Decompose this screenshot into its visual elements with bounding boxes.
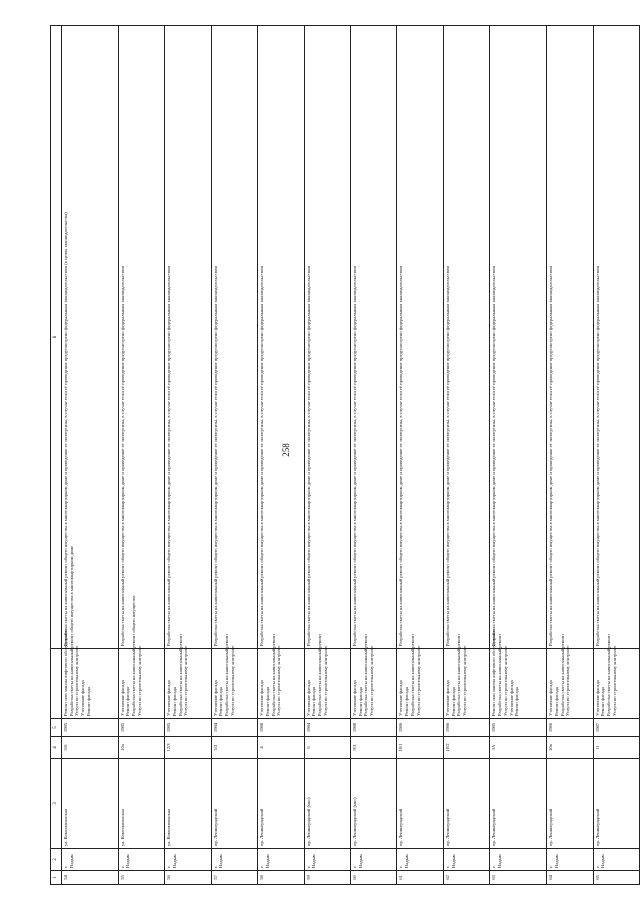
description-text: Разработка сметы на капитальный ремонт общего имущества в многоквартирном доме и проведение ее экспертизы, в случае если её проведение предусмотрено федеральным законодательством: [491, 265, 497, 646]
table-body: [62, 26, 640, 885]
row-number: 59: [304, 871, 350, 885]
row-number: 61: [397, 871, 443, 885]
table-row: [443, 26, 489, 885]
street-cell: ул. Комсомольская: [62, 759, 119, 849]
table-row: [165, 26, 211, 885]
city-cell: г. Надым: [304, 849, 350, 871]
work-item: Услуги по строительному контролю: [611, 645, 617, 716]
description-cell: [165, 26, 211, 649]
work-item: Утепление фасада: [80, 680, 86, 716]
description-cell: [547, 26, 593, 649]
description-text: Разработка сметы на капитальный ремонт общего имущества в многоквартирном доме и проведение ее экспертизы, в случае если её проведение предусмотрено федеральным законодательством: [548, 265, 554, 646]
work-item: Ремонт фасада: [357, 687, 363, 716]
city-cell: г. Надым: [258, 849, 304, 871]
work-item: Услуги по строительному контролю: [276, 645, 282, 716]
description-text: Разработка сметы на капитальный ремонт общего имущества в многоквартирном доме и проведение ее экспертизы, в случае если её проведение предусмотрено федеральным законодательством: [259, 265, 265, 646]
year-cell: 1985: [490, 719, 547, 737]
work-item: Утепление фасада: [508, 680, 514, 716]
works-list-cell: [397, 633, 443, 719]
works-list-cell: [304, 633, 350, 719]
works-list-cell: [490, 629, 547, 719]
row-number: 63: [490, 871, 547, 885]
work-item: Услуги по строительному контролю: [183, 645, 189, 716]
work-item: Утепление фасада: [548, 680, 554, 716]
city-cell: г. Надым: [165, 849, 211, 871]
year-cell: 1985: [62, 719, 119, 737]
street-cell: пр. Ленинградский: [258, 759, 304, 849]
work-item: Утепление фасада: [398, 680, 404, 716]
work-item: Ремонт фасада: [171, 687, 177, 716]
street-cell: пр. Ленинградский: [593, 759, 639, 849]
year-cell: 1986: [443, 719, 489, 737]
row-number: 54: [62, 871, 119, 885]
work-item: Услуги по строительному контролю: [229, 645, 235, 716]
street-cell: пр. Ленинградский: [211, 759, 257, 849]
work-item: Разработка сметы на капитальный ремонт: [497, 633, 503, 716]
work-item: Разработка сметы на капитальный ремонт: [363, 633, 369, 716]
year-cell: 1986: [397, 719, 443, 737]
description-text: Разработка сметы на капитальный ремонт общего имущества в многоквартирном доме и проведение ее экспертизы, в случае если её проведение предусмотрено федеральным законодательством: [444, 265, 450, 646]
works-list-cell: [547, 633, 593, 719]
description-cell: [350, 26, 396, 649]
year-cell: 1984: [211, 719, 257, 737]
row-number: 56: [165, 871, 211, 885]
street-cell: пр. Ленинградский: [397, 759, 443, 849]
house-number-cell: 6: [304, 737, 350, 759]
city-cell: г. Надым: [118, 849, 164, 871]
table-row: [490, 26, 547, 885]
description-text: Разработка сметы на капитальный ремонт общего имущества в многоквартирном доме и проведение ее экспертизы, в случае если её проведение предусмотрено федеральным законодательством: [212, 265, 218, 646]
work-item: Утепление фасада: [212, 680, 218, 716]
work-item: Ремонт фасада: [553, 687, 559, 716]
row-number: 65: [593, 871, 639, 885]
work-item: Утепление фасада: [305, 680, 311, 716]
work-item: Ремонт фасада: [264, 687, 270, 716]
work-item: Разработка сметы на капитальный ремонт: [270, 633, 276, 716]
description-cell: [397, 26, 443, 649]
work-item: Ремонт фасада: [514, 687, 520, 716]
work-item: Ремонт фасада: [311, 687, 317, 716]
header-cell: 2: [51, 849, 62, 871]
work-item: Разработка сметы на капитальный ремонт: [224, 633, 230, 716]
work-item: Утепление фасада: [119, 680, 125, 716]
description-cell: [118, 26, 164, 649]
work-item: Разработка сметы на капитальный ремонт: [317, 633, 322, 716]
work-item: Ремонт фасада: [125, 687, 131, 716]
table-row: [258, 26, 304, 885]
description-text: Разработка сметы на капитальный ремонт общего имущества в многоквартирном доме и проведение ее экспертизы, в случае если её проведение предусмотрено федеральным законодательством: [119, 265, 125, 646]
description-text: Разработка сметы на капитальный ремонт общего имущества в многоквартирном доме и проведение ее экспертизы, в случае если её проведение предусмотрено федеральным законодательством: [351, 265, 357, 646]
house-number-cell: 10/2: [443, 737, 489, 759]
street-cell: пр. Ленинградский: [443, 759, 489, 849]
city-cell: г. Надым: [211, 849, 257, 871]
table-row: [547, 26, 593, 885]
city-cell: г. Надым: [397, 849, 443, 871]
year-cell: 1985: [118, 719, 164, 737]
work-item: Разработка сметы на капитальный ремонт общего имущества в многоквартирном доме: [68, 545, 74, 716]
row-number: 60: [350, 871, 396, 885]
row-number: 57: [211, 871, 257, 885]
row-number: 58: [258, 871, 304, 885]
year-cell: 1988: [258, 719, 304, 737]
street-cell: ул. Комсомольская: [165, 759, 211, 849]
works-list-cell: [593, 633, 639, 719]
work-item: Услуги по строительному контролю: [369, 645, 375, 716]
house-number-cell: 10в: [547, 737, 593, 759]
work-item: Утепление фасада: [259, 680, 265, 716]
description-cell: [211, 26, 257, 649]
header-cell: 5: [51, 719, 62, 737]
house-number-cell: 3А: [490, 737, 547, 759]
house-number-cell: 10а: [118, 737, 164, 759]
work-item: Ремонт фасада: [450, 687, 456, 716]
work-item: Утепление фасада: [166, 680, 172, 716]
work-item: Утепление фасада: [444, 680, 450, 716]
table-row: [118, 26, 164, 885]
year-cell: 1986: [547, 719, 593, 737]
work-item: Разработка сметы на капитальный ремонт: [559, 633, 565, 716]
house-number-cell: 12/3: [165, 737, 211, 759]
table-row: [350, 26, 396, 885]
works-table: [50, 25, 640, 885]
work-item: Услуги по строительному контролю: [322, 645, 328, 716]
work-item: Ремонт фасада: [218, 687, 224, 716]
works-list-cell: [443, 633, 489, 719]
work-item: Ремонт фасада: [404, 687, 410, 716]
work-item: Услуги по строительному контролю: [415, 645, 421, 716]
header-cell: 6: [51, 26, 62, 649]
works-list-cell: [350, 633, 396, 719]
city-cell: г. Надым: [593, 849, 639, 871]
works-list-cell: [165, 633, 211, 719]
description-cell: [443, 26, 489, 649]
street-cell: пр. Ленинградский (мкт): [304, 759, 350, 849]
table-row: [593, 26, 639, 885]
work-item: Услуги по строительному контролю: [565, 645, 571, 716]
table-row: [397, 26, 443, 885]
street-cell: пр. Ленинградский (мкт): [350, 759, 396, 849]
table-row: [211, 26, 257, 885]
work-item: Услуги по строительному контролю: [136, 645, 142, 716]
description-text: Разработка сметы на капитальный ремонт общего имущества в многоквартирном доме и проведение ее экспертизы, в случае если её проведение предусмотрено федеральным законодательством: [594, 265, 600, 646]
works-list-cell: [258, 633, 304, 719]
table-header-row: [51, 26, 62, 885]
description-cell: [490, 26, 547, 649]
work-item: Услуги по строительному контролю: [462, 645, 468, 716]
works-list-cell: [211, 633, 257, 719]
year-cell: 1987: [593, 719, 639, 737]
city-cell: г. Надым: [490, 849, 547, 871]
header-cell: 4: [51, 737, 62, 759]
description-text: Разработка сметы на капитальный ремонт общего имущества в многоквартирном доме и проведение ее экспертизы, в случае если её проведение предусмотрено федеральным законодательством: [305, 265, 311, 646]
year-cell: 1985: [165, 719, 211, 737]
city-cell: г. Надым: [547, 849, 593, 871]
work-item: Ремонт или замена лифтового оборудования: [63, 629, 68, 716]
city-cell: г. Надым: [62, 849, 119, 871]
work-item: Разработка сметы на капитальный ремонт: [177, 633, 183, 716]
work-item: Разработка сметы на капитальный ремонт: [456, 633, 462, 716]
street-cell: пр. Ленинградский: [547, 759, 593, 849]
work-item: Утепление фасада: [594, 680, 600, 716]
house-number-cell: 5/6: [62, 737, 119, 759]
description-cell: [258, 26, 304, 649]
work-item: Утепление фасада: [351, 680, 357, 716]
house-number-cell: 9/3: [350, 737, 396, 759]
work-item: Разработка сметы на капитальный ремонт: [605, 633, 611, 716]
work-item: Ремонт или замена лифтового оборудования: [491, 629, 497, 716]
city-cell: г. Надым: [443, 849, 489, 871]
page-number-text: 258: [280, 443, 291, 457]
work-item: Ремонт фасада: [85, 687, 91, 716]
row-number: 64: [547, 871, 593, 885]
street-cell: ул. Комсомольская: [118, 759, 164, 849]
rotated-table-container: [50, 25, 640, 885]
work-item: Услуги по строительному контролю: [502, 645, 508, 716]
table-row: [62, 26, 119, 885]
table-row: [304, 26, 350, 885]
description-text: Разработка сметы на капитальный ремонт общего имущества в многоквартирном доме и проведение ее экспертизы, в случае если её проведение предусмотрено федеральным законодательством: [398, 265, 404, 646]
row-number: 55: [118, 871, 164, 885]
street-cell: пр. Ленинградский: [490, 759, 547, 849]
works-list-cell: [62, 545, 119, 719]
header-cell: 3: [51, 759, 62, 849]
house-number-cell: 10/1: [397, 737, 443, 759]
description-text: Разработка сметы на капитальный ремонт общего имущества в многоквартирном доме и проведение ее экспертизы, в случае если её проведение предусмотрено федеральным законодательством: [166, 265, 172, 646]
row-number: 62: [443, 871, 489, 885]
house-number-cell: 5/2: [211, 737, 257, 759]
work-item: Услуги по строительному контролю: [74, 645, 80, 716]
work-item: Разработка сметы на капитальный ремонт: [409, 633, 415, 716]
house-number-cell: 4: [258, 737, 304, 759]
city-cell: г. Надым: [350, 849, 396, 871]
works-list-cell: [118, 595, 164, 719]
year-cell: 1988: [350, 719, 396, 737]
description-text: Разработка сметы на капитальный ремонт общего имущества в многоквартирном доме и проведение ее экспертизы, в случае если её проведение предусмотрено федеральным законодательством (в целях законодательства): [63, 212, 68, 646]
header-cell: [51, 649, 62, 719]
house-number-cell: 11: [593, 737, 639, 759]
work-item: Ремонт фасада: [600, 687, 606, 716]
year-cell: 1984: [304, 719, 350, 737]
description-cell: [593, 26, 639, 649]
description-cell: [304, 26, 350, 649]
work-item: Разработка сметы на капитальный ремонт общего имущества: [131, 595, 137, 716]
header-cell: 1: [51, 871, 62, 885]
